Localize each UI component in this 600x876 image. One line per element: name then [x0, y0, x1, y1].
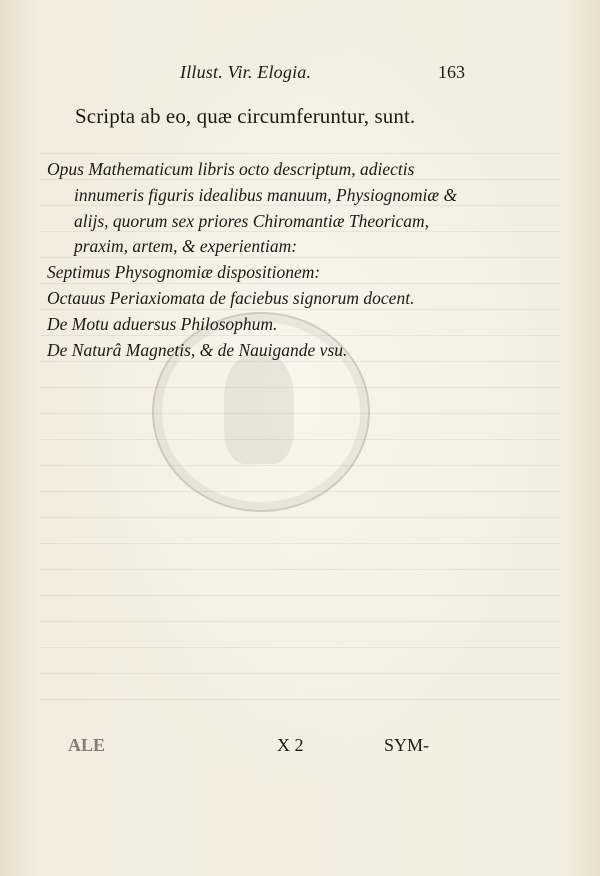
- works-list: [47, 157, 487, 363]
- signature-mark: X 2: [277, 735, 304, 755]
- page-number: 163: [438, 62, 465, 82]
- work-entry: Opus Mathematicum libris octo descriptum, adiectis innumeris figuris idealibus manuum, Physiognomiæ & alijs, quorum sex priores Chiromantiæ Theoricam, praxim, artem, & experientiam:: [47, 159, 458, 257]
- running-head: [0, 62, 600, 86]
- section-heading: Scripta ab eo, quæ circumferuntur, sunt.: [75, 104, 416, 128]
- work-entry: De Naturâ Magnetis, & de Nauigande vsu.: [47, 339, 348, 360]
- running-title: Illust. Vir. Elogia.: [180, 62, 312, 82]
- catchword: SYM-: [384, 735, 430, 755]
- work-entry: Septimus Physognomiæ dispositionem:: [47, 262, 321, 283]
- work-entry: De Motu aduersus Philosophum.: [47, 313, 278, 334]
- page-footer: [0, 735, 600, 761]
- show-through-catchword: ALE: [68, 735, 106, 755]
- work-entry: Octauus Periaxiomata de faciebus signorum docent.: [47, 287, 415, 308]
